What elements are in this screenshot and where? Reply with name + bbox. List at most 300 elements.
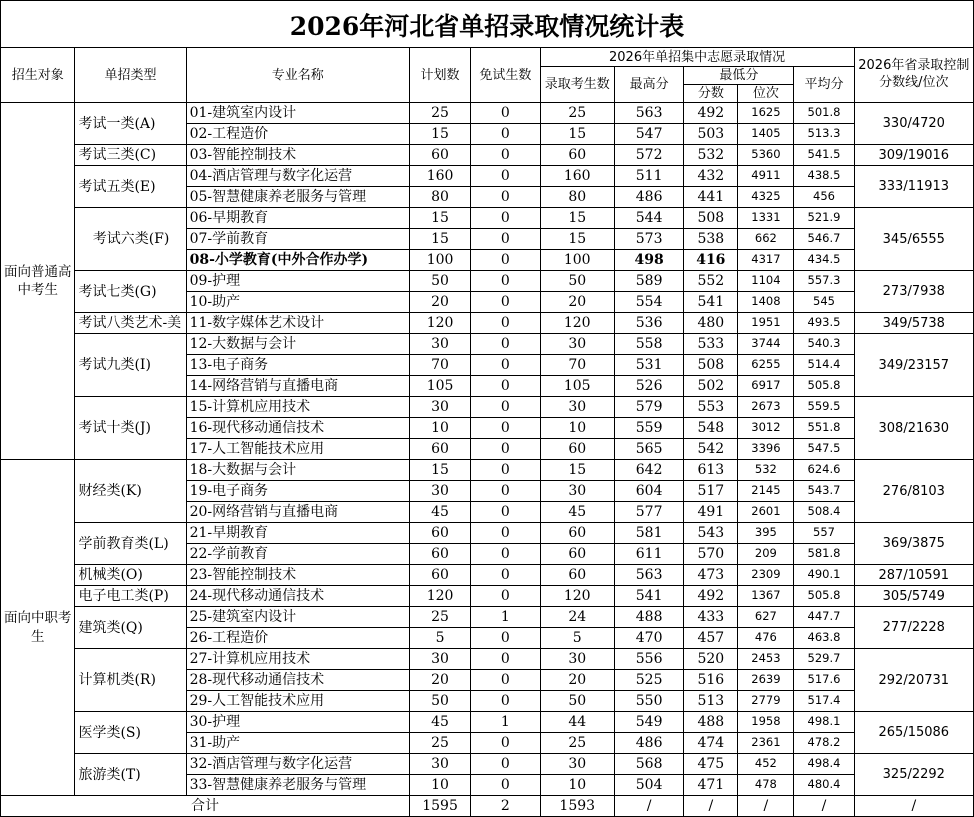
plan-cell: 30 xyxy=(409,397,470,418)
plan-cell: 60 xyxy=(409,145,470,166)
admitted-cell: 30 xyxy=(540,649,614,670)
admitted-cell: 30 xyxy=(540,754,614,775)
major-cell: 01-建筑室内设计 xyxy=(186,103,409,124)
avg-score-cell: 501.8 xyxy=(794,103,854,124)
control-line-cell: 308/21630 xyxy=(854,397,973,460)
min-rank-cell: 395 xyxy=(738,523,794,544)
min-score-cell: 532 xyxy=(684,145,738,166)
table-row xyxy=(1,460,974,481)
min-score-cell: 416 xyxy=(684,250,738,271)
min-rank-cell: 1331 xyxy=(738,208,794,229)
category-cell: 机械类(O) xyxy=(75,565,186,586)
total-min-score: / xyxy=(684,796,738,817)
major-cell: 18-大数据与会计 xyxy=(186,460,409,481)
header-min: 最低分 xyxy=(684,67,794,85)
min-rank-cell: 2145 xyxy=(738,481,794,502)
max-score-cell: 544 xyxy=(614,208,683,229)
major-cell: 22-学前教育 xyxy=(186,544,409,565)
total-avg: / xyxy=(794,796,854,817)
control-line-cell: 265/15086 xyxy=(854,712,973,754)
total-label: 合计 xyxy=(1,796,410,817)
admitted-cell: 15 xyxy=(540,460,614,481)
max-score-cell: 558 xyxy=(614,334,683,355)
exempt-cell: 0 xyxy=(471,418,540,439)
max-score-cell: 550 xyxy=(614,691,683,712)
header-control: 2026年省录取控制分数线/位次 xyxy=(854,48,973,103)
table-row xyxy=(1,145,974,166)
exempt-cell: 0 xyxy=(471,775,540,796)
plan-cell: 45 xyxy=(409,712,470,733)
exempt-cell: 0 xyxy=(471,628,540,649)
min-score-cell: 517 xyxy=(684,481,738,502)
category-cell: 电子电工类(P) xyxy=(75,586,186,607)
avg-score-cell: 559.5 xyxy=(794,397,854,418)
major-cell: 17-人工智能技术应用 xyxy=(186,439,409,460)
avg-score-cell: 493.5 xyxy=(794,313,854,334)
plan-cell: 20 xyxy=(409,292,470,313)
exempt-cell: 0 xyxy=(471,481,540,502)
admitted-cell: 20 xyxy=(540,670,614,691)
major-cell: 12-大数据与会计 xyxy=(186,334,409,355)
admitted-cell: 50 xyxy=(540,271,614,292)
max-score-cell: 547 xyxy=(614,124,683,145)
min-score-cell: 553 xyxy=(684,397,738,418)
max-score-cell: 563 xyxy=(614,565,683,586)
plan-cell: 20 xyxy=(409,670,470,691)
plan-cell: 15 xyxy=(409,208,470,229)
min-rank-cell: 6917 xyxy=(738,376,794,397)
avg-score-cell: 546.7 xyxy=(794,229,854,250)
min-score-cell: 441 xyxy=(684,187,738,208)
total-min-rank: / xyxy=(738,796,794,817)
max-score-cell: 581 xyxy=(614,523,683,544)
major-cell: 33-智慧健康养老服务与管理 xyxy=(186,775,409,796)
exempt-cell: 0 xyxy=(471,670,540,691)
admitted-cell: 160 xyxy=(540,166,614,187)
category-cell: 考试十类(J) xyxy=(75,397,186,460)
admitted-cell: 30 xyxy=(540,481,614,502)
control-line-cell: 345/6555 xyxy=(854,208,973,271)
plan-cell: 60 xyxy=(409,544,470,565)
plan-cell: 45 xyxy=(409,502,470,523)
exempt-cell: 0 xyxy=(471,649,540,670)
min-rank-cell: 2639 xyxy=(738,670,794,691)
control-line-cell: 325/2292 xyxy=(854,754,973,796)
category-cell: 考试七类(G) xyxy=(75,271,186,313)
exempt-cell: 0 xyxy=(471,397,540,418)
exempt-cell: 0 xyxy=(471,103,540,124)
plan-cell: 25 xyxy=(409,103,470,124)
major-cell: 13-电子商务 xyxy=(186,355,409,376)
min-rank-cell: 2309 xyxy=(738,565,794,586)
avg-score-cell: 557.3 xyxy=(794,271,854,292)
avg-score-cell: 514.4 xyxy=(794,355,854,376)
max-score-cell: 549 xyxy=(614,712,683,733)
max-score-cell: 531 xyxy=(614,355,683,376)
max-score-cell: 572 xyxy=(614,145,683,166)
avg-score-cell: 447.7 xyxy=(794,607,854,628)
exempt-cell: 0 xyxy=(471,334,540,355)
min-score-cell: 457 xyxy=(684,628,738,649)
admission-table xyxy=(0,47,974,817)
header-exempt: 免试生数 xyxy=(471,48,540,103)
category-cell: 考试一类(A) xyxy=(75,103,186,145)
major-cell: 28-现代移动通信技术 xyxy=(186,670,409,691)
major-cell: 31-助产 xyxy=(186,733,409,754)
min-rank-cell: 1951 xyxy=(738,313,794,334)
page-title: 2026年河北省单招录取情况统计表 xyxy=(0,0,974,48)
category-cell: 考试八类艺术-美 xyxy=(75,313,186,334)
admitted-cell: 25 xyxy=(540,733,614,754)
min-score-cell: 491 xyxy=(684,502,738,523)
admitted-cell: 80 xyxy=(540,187,614,208)
min-score-cell: 488 xyxy=(684,712,738,733)
exempt-cell: 0 xyxy=(471,754,540,775)
min-score-cell: 503 xyxy=(684,124,738,145)
avg-score-cell: 521.9 xyxy=(794,208,854,229)
table-row xyxy=(1,565,974,586)
min-rank-cell: 1104 xyxy=(738,271,794,292)
min-score-cell: 475 xyxy=(684,754,738,775)
admitted-cell: 100 xyxy=(540,250,614,271)
plan-cell: 10 xyxy=(409,418,470,439)
avg-score-cell: 543.7 xyxy=(794,481,854,502)
control-line-cell: 276/8103 xyxy=(854,460,973,523)
max-score-cell: 498 xyxy=(614,250,683,271)
admitted-cell: 105 xyxy=(540,376,614,397)
min-score-cell: 473 xyxy=(684,565,738,586)
header-admitted: 录取考生数 xyxy=(540,67,614,103)
min-score-cell: 570 xyxy=(684,544,738,565)
max-score-cell: 565 xyxy=(614,439,683,460)
total-exempt: 2 xyxy=(471,796,540,817)
admitted-cell: 30 xyxy=(540,397,614,418)
max-score-cell: 511 xyxy=(614,166,683,187)
max-score-cell: 563 xyxy=(614,103,683,124)
table-row xyxy=(1,607,974,628)
table-row xyxy=(1,397,974,418)
plan-cell: 120 xyxy=(409,586,470,607)
major-cell: 16-现代移动通信技术 xyxy=(186,418,409,439)
min-score-cell: 538 xyxy=(684,229,738,250)
min-score-cell: 480 xyxy=(684,313,738,334)
min-rank-cell: 4317 xyxy=(738,250,794,271)
header-min-score: 分数 xyxy=(684,85,738,103)
major-cell: 32-酒店管理与数字化运营 xyxy=(186,754,409,775)
control-line-cell: 369/3875 xyxy=(854,523,973,565)
min-rank-cell: 452 xyxy=(738,754,794,775)
total-control: / xyxy=(854,796,973,817)
plan-cell: 70 xyxy=(409,355,470,376)
min-score-cell: 516 xyxy=(684,670,738,691)
plan-cell: 60 xyxy=(409,523,470,544)
exempt-cell: 0 xyxy=(471,250,540,271)
min-score-cell: 474 xyxy=(684,733,738,754)
avg-score-cell: 463.8 xyxy=(794,628,854,649)
min-rank-cell: 3396 xyxy=(738,439,794,460)
target-cell: 面向普通高中考生 xyxy=(1,103,75,460)
control-line-cell: 287/10591 xyxy=(854,565,973,586)
admitted-cell: 120 xyxy=(540,586,614,607)
min-rank-cell: 1958 xyxy=(738,712,794,733)
exempt-cell: 0 xyxy=(471,271,540,292)
plan-cell: 15 xyxy=(409,124,470,145)
min-score-cell: 513 xyxy=(684,691,738,712)
avg-score-cell: 456 xyxy=(794,187,854,208)
admitted-cell: 25 xyxy=(540,103,614,124)
plan-cell: 25 xyxy=(409,733,470,754)
min-rank-cell: 209 xyxy=(738,544,794,565)
exempt-cell: 0 xyxy=(471,166,540,187)
max-score-cell: 568 xyxy=(614,754,683,775)
exempt-cell: 0 xyxy=(471,208,540,229)
exempt-cell: 0 xyxy=(471,586,540,607)
max-score-cell: 579 xyxy=(614,397,683,418)
category-cell: 考试九类(I) xyxy=(75,334,186,397)
min-rank-cell: 4325 xyxy=(738,187,794,208)
header-plan: 计划数 xyxy=(409,48,470,103)
exempt-cell: 0 xyxy=(471,187,540,208)
table-row xyxy=(1,712,974,733)
category-cell: 考试五类(E) xyxy=(75,166,186,208)
control-line-cell: 277/2228 xyxy=(854,607,973,649)
plan-cell: 30 xyxy=(409,334,470,355)
target-cell: 面向中职考生 xyxy=(1,460,75,796)
control-line-cell: 330/4720 xyxy=(854,103,973,145)
avg-score-cell: 508.4 xyxy=(794,502,854,523)
exempt-cell: 0 xyxy=(471,124,540,145)
min-rank-cell: 662 xyxy=(738,229,794,250)
table-row xyxy=(1,313,974,334)
major-cell: 07-学前教育 xyxy=(186,229,409,250)
min-score-cell: 520 xyxy=(684,649,738,670)
plan-cell: 80 xyxy=(409,187,470,208)
min-rank-cell: 2779 xyxy=(738,691,794,712)
major-cell: 03-智能控制技术 xyxy=(186,145,409,166)
header-group: 2026年单招集中志愿录取情况 xyxy=(540,48,854,67)
max-score-cell: 541 xyxy=(614,586,683,607)
total-max: / xyxy=(614,796,683,817)
header-min-rank: 位次 xyxy=(738,85,794,103)
min-score-cell: 471 xyxy=(684,775,738,796)
admitted-cell: 60 xyxy=(540,544,614,565)
category-cell: 计算机类(R) xyxy=(75,649,186,712)
min-score-cell: 613 xyxy=(684,460,738,481)
plan-cell: 15 xyxy=(409,460,470,481)
max-score-cell: 573 xyxy=(614,229,683,250)
control-line-cell: 349/5738 xyxy=(854,313,973,334)
table-row xyxy=(1,754,974,775)
table-row xyxy=(1,103,974,124)
control-line-cell: 305/5749 xyxy=(854,586,973,607)
avg-score-cell: 438.5 xyxy=(794,166,854,187)
header-target: 招生对象 xyxy=(1,48,75,103)
plan-cell: 105 xyxy=(409,376,470,397)
avg-score-cell: 581.8 xyxy=(794,544,854,565)
avg-score-cell: 505.8 xyxy=(794,586,854,607)
plan-cell: 120 xyxy=(409,313,470,334)
max-score-cell: 488 xyxy=(614,607,683,628)
avg-score-cell: 540.3 xyxy=(794,334,854,355)
major-cell: 24-现代移动通信技术 xyxy=(186,586,409,607)
exempt-cell: 0 xyxy=(471,691,540,712)
admitted-cell: 60 xyxy=(540,145,614,166)
header-max: 最高分 xyxy=(614,67,683,103)
control-line-cell: 333/11913 xyxy=(854,166,973,208)
admitted-cell: 70 xyxy=(540,355,614,376)
plan-cell: 30 xyxy=(409,754,470,775)
avg-score-cell: 517.4 xyxy=(794,691,854,712)
major-cell: 04-酒店管理与数字化运营 xyxy=(186,166,409,187)
table-row xyxy=(1,208,974,229)
major-cell: 09-护理 xyxy=(186,271,409,292)
control-line-cell: 309/19016 xyxy=(854,145,973,166)
major-cell: 25-建筑室内设计 xyxy=(186,607,409,628)
exempt-cell: 0 xyxy=(471,229,540,250)
exempt-cell: 0 xyxy=(471,439,540,460)
min-rank-cell: 478 xyxy=(738,775,794,796)
table-row xyxy=(1,523,974,544)
total-plan: 1595 xyxy=(409,796,470,817)
major-cell: 20-网络营销与直播电商 xyxy=(186,502,409,523)
max-score-cell: 589 xyxy=(614,271,683,292)
control-line-cell: 292/20731 xyxy=(854,649,973,712)
exempt-cell: 0 xyxy=(471,460,540,481)
max-score-cell: 577 xyxy=(614,502,683,523)
admitted-cell: 120 xyxy=(540,313,614,334)
category-cell: 旅游类(T) xyxy=(75,754,186,796)
table-row xyxy=(1,649,974,670)
category-cell: 学前教育类(L) xyxy=(75,523,186,565)
admitted-cell: 15 xyxy=(540,208,614,229)
plan-cell: 25 xyxy=(409,607,470,628)
avg-score-cell: 498.4 xyxy=(794,754,854,775)
control-line-cell: 273/7938 xyxy=(854,271,973,313)
min-rank-cell: 6255 xyxy=(738,355,794,376)
header-avg: 平均分 xyxy=(794,67,854,103)
major-cell: 15-计算机应用技术 xyxy=(186,397,409,418)
max-score-cell: 504 xyxy=(614,775,683,796)
avg-score-cell: 478.2 xyxy=(794,733,854,754)
exempt-cell: 1 xyxy=(471,712,540,733)
min-rank-cell: 1367 xyxy=(738,586,794,607)
control-line-cell: 349/23157 xyxy=(854,334,973,397)
total-admitted: 1593 xyxy=(540,796,614,817)
admitted-cell: 60 xyxy=(540,439,614,460)
avg-score-cell: 557 xyxy=(794,523,854,544)
major-cell: 21-早期教育 xyxy=(186,523,409,544)
max-score-cell: 486 xyxy=(614,187,683,208)
admitted-cell: 30 xyxy=(540,334,614,355)
exempt-cell: 0 xyxy=(471,376,540,397)
plan-cell: 50 xyxy=(409,271,470,292)
min-rank-cell: 1405 xyxy=(738,124,794,145)
avg-score-cell: 498.1 xyxy=(794,712,854,733)
min-rank-cell: 627 xyxy=(738,607,794,628)
max-score-cell: 525 xyxy=(614,670,683,691)
min-score-cell: 533 xyxy=(684,334,738,355)
avg-score-cell: 624.6 xyxy=(794,460,854,481)
min-rank-cell: 2453 xyxy=(738,649,794,670)
major-cell: 27-计算机应用技术 xyxy=(186,649,409,670)
major-cell: 06-早期教育 xyxy=(186,208,409,229)
plan-cell: 60 xyxy=(409,565,470,586)
table-header xyxy=(1,48,974,103)
major-cell: 11-数字媒体艺术设计 xyxy=(186,313,409,334)
admitted-cell: 10 xyxy=(540,775,614,796)
min-score-cell: 542 xyxy=(684,439,738,460)
exempt-cell: 0 xyxy=(471,145,540,166)
category-cell: 考试三类(C) xyxy=(75,145,186,166)
min-rank-cell: 1408 xyxy=(738,292,794,313)
major-cell: 10-助产 xyxy=(186,292,409,313)
table-row xyxy=(1,271,974,292)
major-cell: 26-工程造价 xyxy=(186,628,409,649)
max-score-cell: 604 xyxy=(614,481,683,502)
min-rank-cell: 4911 xyxy=(738,166,794,187)
plan-cell: 50 xyxy=(409,691,470,712)
min-rank-cell: 2601 xyxy=(738,502,794,523)
max-score-cell: 611 xyxy=(614,544,683,565)
category-cell: 建筑类(Q) xyxy=(75,607,186,649)
max-score-cell: 486 xyxy=(614,733,683,754)
exempt-cell: 0 xyxy=(471,565,540,586)
min-rank-cell: 476 xyxy=(738,628,794,649)
major-cell: 29-人工智能技术应用 xyxy=(186,691,409,712)
admitted-cell: 24 xyxy=(540,607,614,628)
admitted-cell: 10 xyxy=(540,418,614,439)
min-rank-cell: 2673 xyxy=(738,397,794,418)
avg-score-cell: 434.5 xyxy=(794,250,854,271)
exempt-cell: 0 xyxy=(471,313,540,334)
table-row xyxy=(1,334,974,355)
exempt-cell: 0 xyxy=(471,544,540,565)
min-rank-cell: 1625 xyxy=(738,103,794,124)
major-cell: 23-智能控制技术 xyxy=(186,565,409,586)
exempt-cell: 0 xyxy=(471,355,540,376)
min-score-cell: 543 xyxy=(684,523,738,544)
min-rank-cell: 532 xyxy=(738,460,794,481)
avg-score-cell: 480.4 xyxy=(794,775,854,796)
avg-score-cell: 529.7 xyxy=(794,649,854,670)
major-cell: 14-网络营销与直播电商 xyxy=(186,376,409,397)
avg-score-cell: 547.5 xyxy=(794,439,854,460)
major-cell: 08-小学教育(中外合作办学) xyxy=(186,250,409,271)
major-cell: 30-护理 xyxy=(186,712,409,733)
admitted-cell: 20 xyxy=(540,292,614,313)
min-rank-cell: 5360 xyxy=(738,145,794,166)
admitted-cell: 60 xyxy=(540,523,614,544)
min-score-cell: 508 xyxy=(684,355,738,376)
admitted-cell: 45 xyxy=(540,502,614,523)
major-cell: 05-智慧健康养老服务与管理 xyxy=(186,187,409,208)
max-score-cell: 470 xyxy=(614,628,683,649)
min-score-cell: 433 xyxy=(684,607,738,628)
plan-cell: 5 xyxy=(409,628,470,649)
avg-score-cell: 513.3 xyxy=(794,124,854,145)
total-row xyxy=(1,796,974,817)
min-score-cell: 432 xyxy=(684,166,738,187)
plan-cell: 60 xyxy=(409,439,470,460)
category-cell: 医学类(S) xyxy=(75,712,186,754)
table-row xyxy=(1,586,974,607)
admitted-cell: 44 xyxy=(540,712,614,733)
min-score-cell: 492 xyxy=(684,586,738,607)
min-score-cell: 492 xyxy=(684,103,738,124)
plan-cell: 10 xyxy=(409,775,470,796)
admitted-cell: 60 xyxy=(540,565,614,586)
avg-score-cell: 505.8 xyxy=(794,376,854,397)
